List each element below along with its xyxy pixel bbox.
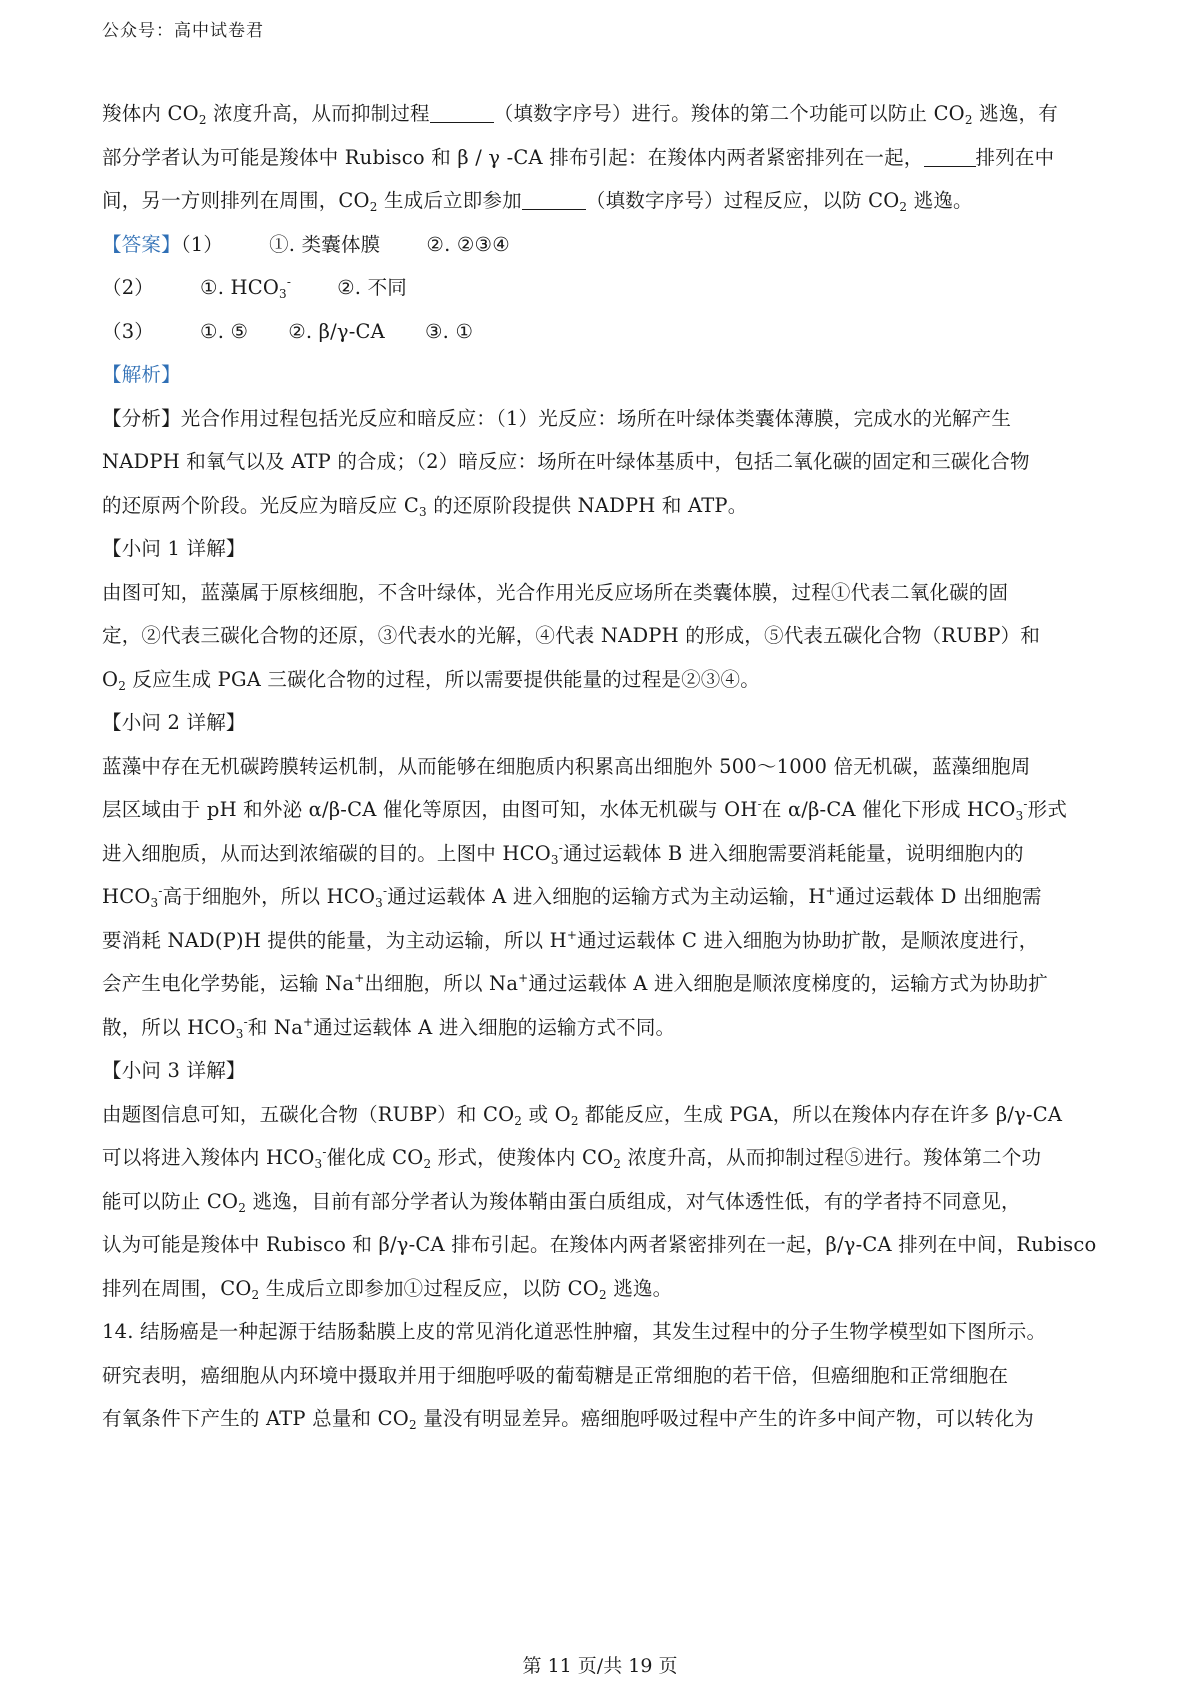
- text-line: [102, 1136, 1112, 1180]
- subscript: 2: [369, 200, 378, 214]
- text-run: 都能反应，生成 PGA，所以在羧体内存在许多 β/γ-CA: [578, 1102, 1063, 1126]
- text-line: [102, 266, 1112, 310]
- superscript: +: [825, 884, 836, 898]
- text-run: 或 O: [522, 1102, 571, 1126]
- section-label: 【答案】: [102, 232, 181, 256]
- text-run: ②. 不同: [337, 276, 408, 299]
- text-run: 的还原阶段提供 NADPH 和 ATP。: [426, 493, 748, 517]
- text-run: 浓度升高，从而抑制过程⑤进行。羧体第二个功: [621, 1146, 1042, 1169]
- text-run: 的还原两个阶段。光反应为暗反应 C: [102, 493, 420, 517]
- superscript: -: [558, 840, 564, 855]
- text-line: [102, 788, 1112, 832]
- subscript: 3: [419, 504, 427, 519]
- subscript: 3: [150, 896, 159, 910]
- subscript: 3: [1015, 809, 1024, 823]
- text-run: 出细胞，所以 Na: [364, 972, 519, 995]
- subscript: 2: [598, 1287, 607, 1302]
- text-run: 逃逸，目前有部分学者认为羧体鞘由蛋白质组成，对气体透性低，有的学者持不同意见，: [246, 1189, 1021, 1213]
- text-run: 通过运载体 C 进入细胞为协助扩散，是顺浓度进行，: [577, 928, 1039, 952]
- superscript: +: [518, 971, 529, 985]
- subscript: 2: [570, 1113, 579, 1128]
- subscript: 2: [118, 678, 127, 693]
- document-body: [102, 92, 1112, 1441]
- text-run: 认为可能是羧体中 Rubisco 和 β/γ-CA 排布引起。在羧体内两者紧密排列在一起，β/γ-CA 排列在中间，Rubisco: [102, 1233, 1097, 1256]
- text-run: 【小问 3 详解】: [102, 1059, 246, 1082]
- superscript: -: [1023, 797, 1028, 811]
- text-line: [102, 1397, 1112, 1441]
- text-line: [102, 832, 1112, 876]
- text-line: [102, 1093, 1112, 1137]
- text-run: 高于细胞外，所以 HCO: [162, 885, 376, 908]
- text-run: 逃逸。: [907, 189, 973, 212]
- text-run: 形式: [1027, 798, 1068, 821]
- text-run: 量没有明显差异。癌细胞呼吸过程中产生的许多中间产物，可以转化为: [416, 1407, 1034, 1430]
- text-run: HCO: [102, 885, 151, 908]
- text-line: [102, 1310, 1112, 1354]
- text-line: [102, 310, 1112, 354]
- text-run: O: [102, 667, 119, 691]
- text-line: [102, 1006, 1112, 1050]
- text-line: [102, 179, 1112, 223]
- subscript: 3: [235, 1026, 244, 1041]
- text-run: 研究表明，癌细胞从内环境中摄取并用于细胞呼吸的葡萄糖是正常细胞的若干倍，但癌细胞和正常细胞在: [102, 1363, 1009, 1387]
- text-run: 羧体内 CO: [102, 102, 199, 125]
- text-run: 通过运载体 A 进入细胞的运输方式为主动运输，H: [387, 885, 826, 908]
- text-line: [102, 1267, 1112, 1311]
- subscript: 2: [514, 1113, 523, 1128]
- text-run: ①. ⑤: [200, 319, 249, 343]
- text-line: [102, 484, 1112, 528]
- text-run: 【小问 2 详解】: [102, 711, 246, 734]
- text-run: 反应生成 PGA 三碳化合物的过程，所以需要提供能量的过程是②③④。: [126, 667, 760, 691]
- text-run: （填数字序号）过程反应，以防 CO: [585, 189, 900, 212]
- text-line: [102, 397, 1112, 441]
- subscript: 2: [964, 113, 973, 127]
- text-line: [102, 223, 1112, 267]
- text-run: 由图可知，蓝藻属于原核细胞，不含叶绿体，光合作用光反应场所在类囊体膜，过程①代表二氧化碳的固: [102, 580, 1009, 604]
- text-run: （填数字序号）进行。羧体的第二个功能可以防止 CO: [493, 102, 965, 125]
- text-run: 浓度升高，从而抑制过程: [206, 102, 430, 125]
- text-line: [102, 745, 1112, 789]
- text-run: 排列在中: [975, 145, 1055, 169]
- page-header: 公众号：高中试卷君: [102, 21, 264, 41]
- text-run: 进入细胞质，从而达到浓缩碳的目的。上图中 HCO: [102, 841, 551, 865]
- text-line: [102, 658, 1112, 702]
- text-line: [102, 92, 1112, 136]
- superscript: -: [243, 1014, 248, 1029]
- subscript: 2: [613, 1157, 622, 1171]
- text-run: 部分学者认为可能是羧体中 Rubisco 和 β / γ -CA 排布引起：在羧体内两者紧密排列在一起，: [102, 145, 924, 169]
- text-run: 要消耗 NAD(P)H 提供的能量，为主动运输，所以 H: [102, 928, 567, 952]
- subscript: 3: [550, 852, 559, 867]
- subscript: 2: [238, 1200, 247, 1215]
- text-run: ①. 类囊体膜: [269, 232, 381, 256]
- subscript: 3: [314, 1157, 323, 1171]
- text-line: [102, 1223, 1112, 1267]
- text-run: 生成后立即参加①过程反应，以防 CO: [259, 1276, 599, 1300]
- text-line: [102, 1180, 1112, 1224]
- text-run: ③. ①: [424, 319, 474, 343]
- text-run: 和 Na: [247, 1015, 304, 1039]
- text-run: 通过运载体 A 进入细胞的运输方式不同。: [313, 1015, 676, 1039]
- text-run: NADPH 和氧气以及 ATP 的合成；（2）暗反应：场所在叶绿体基质中，包括二氧化碳的固定和三碳化合物: [102, 450, 1030, 473]
- text-line: [102, 353, 1112, 397]
- text-run: ②. β/γ-CA: [288, 319, 385, 343]
- text-run: （1）: [180, 232, 224, 256]
- text-run: 由题图信息可知，五碳化合物（RUBP）和 CO: [102, 1102, 515, 1126]
- superscript: -: [286, 275, 292, 289]
- text-line: [102, 136, 1112, 180]
- subscript: 2: [423, 1157, 432, 1171]
- superscript: +: [303, 1014, 314, 1029]
- text-run: 【小问 1 详解】: [102, 537, 246, 560]
- subscript: 3: [375, 896, 383, 910]
- text-run: 通过运载体 A 进入细胞是顺浓度梯度的，运输方式为协助扩: [528, 972, 1048, 995]
- text-run: 形式，使羧体内 CO: [431, 1146, 614, 1169]
- superscript: -: [322, 1145, 327, 1159]
- text-run: ①. HCO: [200, 276, 280, 299]
- fill-in-blank: [924, 146, 976, 167]
- text-run: 散，所以 HCO: [102, 1015, 236, 1039]
- text-run: ②. ②③④: [426, 232, 510, 256]
- text-run: 会产生电化学势能，运输 Na: [102, 972, 355, 995]
- text-run: 可以将进入羧体内 HCO: [102, 1146, 315, 1169]
- text-line: [102, 962, 1112, 1006]
- text-run: （3）: [102, 319, 155, 343]
- text-line: [102, 1049, 1112, 1093]
- superscript: +: [354, 971, 365, 985]
- text-run: 在 α/β-CA 催化下形成 HCO: [761, 798, 1016, 821]
- text-run: 间，另一方则排列在周围，CO: [102, 189, 370, 212]
- text-run: 有氧条件下产生的 ATP 总量和 CO: [102, 1407, 409, 1430]
- text-line: [102, 571, 1112, 615]
- text-run: 逃逸，有: [972, 102, 1058, 125]
- superscript: +: [566, 927, 578, 942]
- text-run: 生成后立即参加: [377, 189, 522, 212]
- superscript: -: [382, 884, 388, 898]
- superscript: -: [757, 797, 762, 811]
- fill-in-blank: [522, 189, 586, 210]
- subscript: 3: [279, 287, 287, 301]
- subscript: 2: [251, 1287, 260, 1302]
- text-run: 定，②代表三碳化合物的还原，③代表水的光解，④代表 NADPH 的形成，⑤代表五碳化合物（RUBP）和: [102, 624, 1041, 647]
- text-run: 能可以防止 CO: [102, 1189, 239, 1213]
- page-footer: 第 11 页/共 19 页: [522, 1655, 678, 1677]
- fill-in-blank: [430, 102, 494, 123]
- text-run: 14. 结肠癌是一种起源于结肠黏膜上皮的常见消化道恶性肿瘤，其发生过程中的分子生物学模型如下图所示。: [102, 1320, 1047, 1343]
- text-line: [102, 527, 1112, 571]
- text-run: 通过运载体 D 出细胞需: [835, 885, 1042, 908]
- subscript: 2: [899, 200, 908, 214]
- text-run: 蓝藻中存在无机碳跨膜转运机制，从而能够在细胞质内积累高出细胞外 500～1000 倍无机碳，蓝藻细胞周: [102, 754, 1031, 778]
- subscript: 2: [198, 113, 207, 127]
- text-line: [102, 875, 1112, 919]
- text-run: 逃逸。: [606, 1276, 673, 1300]
- subscript: 2: [408, 1418, 417, 1432]
- text-run: 催化成 CO: [326, 1146, 424, 1169]
- text-run: 【分析】光合作用过程包括光反应和暗反应：（1）光反应：场所在叶绿体类囊体薄膜，完成水的光解产生: [102, 406, 1012, 430]
- text-run: 排列在周围，CO: [102, 1276, 252, 1300]
- superscript: -: [158, 884, 163, 898]
- text-run: （2）: [102, 276, 155, 299]
- text-line: [102, 1354, 1112, 1398]
- text-run: 层区域由于 pH 和外泌 α/β-CA 催化等原因，由图可知，水体无机碳与 OH: [102, 798, 758, 821]
- text-line: [102, 919, 1112, 963]
- section-label: 【解析】: [102, 363, 181, 386]
- text-line: [102, 614, 1112, 658]
- text-line: [102, 440, 1112, 484]
- text-line: [102, 701, 1112, 745]
- text-run: 通过运载体 B 进入细胞需要消耗能量，说明细胞内的: [563, 841, 1024, 865]
